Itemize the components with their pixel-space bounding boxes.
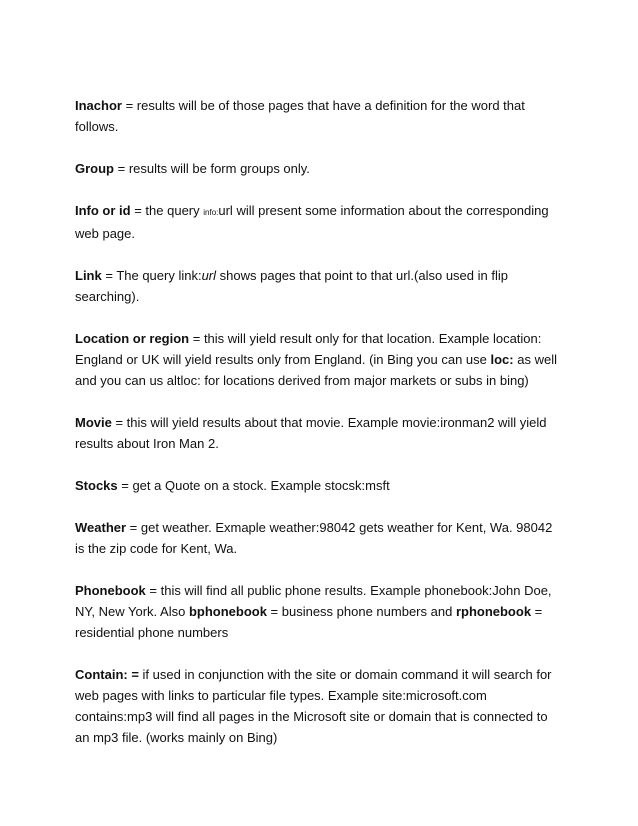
desc-phonebook-bold-a: bphonebook: [188, 604, 267, 619]
desc-info-small: info:: [203, 208, 219, 217]
term-phonebook: Phonebook: [75, 583, 146, 598]
desc-weather: = get weather. Exmaple weather:98042 gets weather for Kent, Wa. 98042 is the zip code for Kent, Wa.: [75, 520, 553, 556]
entry-stocks: [75, 475, 560, 496]
entry-inachor: [75, 95, 560, 137]
term-contain: Contain: =: [75, 667, 139, 682]
term-inachor: Inachor: [75, 98, 122, 113]
desc-link-italic: url: [201, 268, 217, 283]
entry-location: [75, 328, 560, 391]
desc-inachor: = results will be of those pages that have a definition for the word that follows.: [75, 98, 525, 134]
term-group: Group: [75, 161, 114, 176]
desc-phonebook-a: = this will find all public phone results. Example phonebook:John Doe, NY, New York. Also: [75, 583, 552, 619]
desc-group: = results will be form groups only.: [114, 161, 310, 176]
desc-link-before: = The query link:: [101, 268, 202, 283]
desc-location-after: as well and you can us altloc: for locations derived from major markets or subs in bing): [75, 352, 557, 388]
term-stocks: Stocks: [75, 478, 118, 493]
term-weather: Weather: [75, 520, 127, 535]
desc-phonebook-c: = residential phone numbers: [75, 604, 543, 640]
desc-info-after: will present some information about the corresponding web page.: [75, 203, 549, 241]
entry-movie: [75, 412, 560, 454]
document-page: [75, 95, 560, 769]
desc-info-before: = the query: [130, 203, 204, 218]
term-info: Info or id: [75, 203, 131, 218]
entry-info: [75, 200, 560, 244]
entry-link: [75, 265, 560, 307]
term-link: Link: [75, 268, 102, 283]
entry-group: [75, 158, 560, 179]
term-location: Location or region: [75, 331, 190, 346]
entry-contain: [75, 664, 560, 748]
desc-movie: = this will yield results about that movie. Example movie:ironman2 will yield results about Iron Man 2.: [75, 415, 547, 451]
entry-phonebook: [75, 580, 560, 643]
desc-location-bold: loc:: [490, 352, 514, 367]
desc-stocks: = get a Quote on a stock. Example stocsk:msft: [117, 478, 390, 493]
desc-phonebook-b: = business phone numbers and: [266, 604, 456, 619]
desc-location-before: = this will yield result only for that location. Example location: England or UK will yield results only from England. (in Bing you can use: [75, 331, 542, 367]
desc-info-code: url: [218, 203, 233, 218]
desc-link-after: shows pages that point to that url.(also used in flip searching).: [75, 268, 508, 304]
desc-phonebook-bold-b: rphonebook: [455, 604, 532, 619]
term-movie: Movie: [75, 415, 112, 430]
desc-contain: if used in conjunction with the site or domain command it will search for web pages with links to particular file types. Example site:microsoft.com contains:mp3 will find all pages in the Microsoft site or domain that is connected to an mp3 file. (works mainly on Bing): [75, 667, 552, 745]
entry-weather: [75, 517, 560, 559]
